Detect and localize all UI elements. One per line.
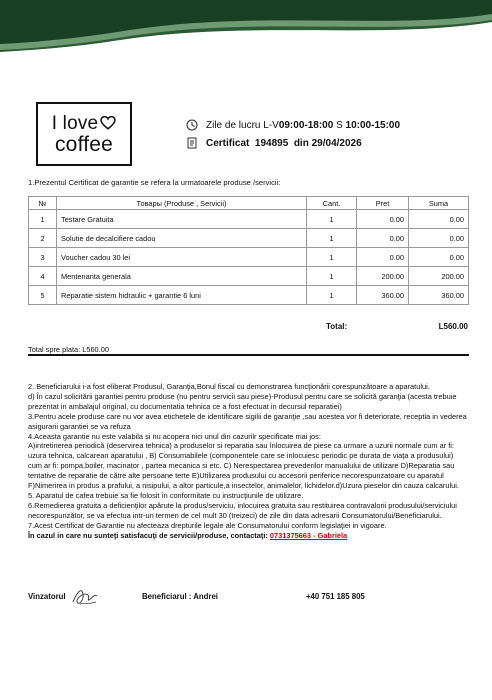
cell-price: 360.00 <box>357 286 409 305</box>
logo-text-line1: I love <box>51 112 99 134</box>
term-paragraph: d) În cazul solicitării garantiei pentru produse (nu pentru servicii sau piese)-Produsul pentru care se solicită garanţia (acesta trebuie prezentat in ambalajul original, cu documentatia tehnica ce a fost efectuat in decursul reparatiei) <box>28 391 457 411</box>
term-paragraph: A)intretinerea periodică (deservirea tehnica) a produselor si reparatia sau înlocuirea de piese ca urmare a uzurii normale cum ar fi: uzura tehnica, calcarean aparatului , B) Consumabilele (componentele care se inlocuiesc periodic pe durata de viaţa a produsului) cum ar fi: pompa,boiler, macinator , partea mecanica si etc. C) Nerespectarea prevederilor manualului de utilizare D)Reparatia sau tentative de reparatie de către alte persoane terte E)Utilizarea produsului cu accesorii periferice necorespunzatoare cu aparatul F)Nimerirea in produs a prafului, a nisipului, a altor particule,a insectelor, animalelor, lichidelor.d)Uzura pieselor din cauza calcarului. <box>28 441 459 491</box>
cell-number: 3 <box>29 248 57 267</box>
table-row <box>29 210 469 229</box>
cell-price: 0.00 <box>357 248 409 267</box>
cell-product: Solutie de decalcifiere cadou <box>57 229 307 248</box>
heart-icon <box>100 116 116 130</box>
beneficiary-label: Beneficiarul : Andrei <box>142 592 218 601</box>
cell-quantity: 1 <box>307 210 357 229</box>
certificate-row <box>186 134 400 152</box>
col-header-quantity: Cant. <box>307 197 357 210</box>
table-header-row <box>29 197 469 210</box>
cell-quantity: 1 <box>307 229 357 248</box>
term-paragraph: 6.Remedierea gratuita a deficienţilor apărute la produs/serviciu, inlocuirea gratuita sau restituirea contravalorii produsului/serviciului necorespunzător, se va efectua intr-un termen de cel mult 30 (treizeci) de zile din data adresarii Consumatorului/Beneficiarului. <box>28 500 457 520</box>
table-row <box>29 286 469 305</box>
header-info <box>186 116 400 152</box>
cell-sum: 0.00 <box>409 229 469 248</box>
col-header-sum: Suma <box>409 197 469 210</box>
total-label: Total: <box>326 322 348 331</box>
term-paragraph: 3.Pentru acele produse care nu vor avea etichetele de identificare sigilii de garanţie ,sau acestea vor fi deteriorate, receptia in vederea asigurarii garantiei se va refuza <box>28 411 467 431</box>
brand-logo <box>36 102 132 166</box>
hours-sat-label: S <box>333 119 346 131</box>
beneficiary-phone: +40 751 185 805 <box>306 592 365 601</box>
signature-row <box>28 592 469 606</box>
cell-product: Mentenanta generala <box>57 267 307 286</box>
col-header-number: № <box>29 197 57 210</box>
cell-product: Reparatie sistem hidraulic + garantie 6 luni <box>57 286 307 305</box>
term-paragraph: 4.Aceasta garantie nu este valabila și nu acopera nici unul din cazurilr specificate mai jos: <box>28 431 321 441</box>
header-wave-decoration <box>0 0 492 60</box>
term-paragraph: 2. Beneficiarului i-a fost eliberat Produsul, Garanţia,Bonul fiscal cu demonstrarea funcţionării corespunzătoare a aparatului. <box>28 382 430 391</box>
clock-icon <box>186 119 198 131</box>
cell-product: Voucher cadou 30 lei <box>57 248 307 267</box>
col-header-price: Pret <box>357 197 409 210</box>
payment-total: Total spre plata: L560.00 <box>28 345 109 354</box>
total-summary <box>326 322 468 331</box>
table-row <box>29 267 469 286</box>
logo-text-line2: coffee <box>54 132 114 156</box>
hours-saturday: 10:00-15:00 <box>345 119 401 131</box>
cell-product: Testare Gratuita <box>57 210 307 229</box>
contact-line <box>28 531 468 541</box>
cell-sum: 0.00 <box>409 210 469 229</box>
table-row <box>29 248 469 267</box>
seller-label: Vinzatorul <box>28 592 66 601</box>
cell-quantity: 1 <box>307 286 357 305</box>
cell-quantity: 1 <box>307 248 357 267</box>
intro-text: 1.Prezentul Certificat de garantie se refera la urmatoarele produse /servicii: <box>28 178 281 187</box>
cell-sum: 200.00 <box>409 267 469 286</box>
hours-label: Zile de lucru L-V <box>206 119 279 131</box>
contact-text: În cazul in care nu sunteţi satisfacuţi de servicii/produse, contactaţi: <box>28 530 270 540</box>
cell-price: 0.00 <box>357 210 409 229</box>
working-hours <box>186 116 400 134</box>
term-paragraph: 7.Acest Certificat de Garantie nu afecteaza drepturile legale ale Consumatorului conform legislaţiei in vigoare. <box>28 520 387 530</box>
table-row <box>29 229 469 248</box>
term-paragraph: 5. Aparatul de cafea trebuie sa fie folosit în conformitate cu instrucţiunile de utilizare. <box>28 490 304 500</box>
cell-number: 5 <box>29 286 57 305</box>
hours-weekday: 09:00-18:00 <box>278 119 334 131</box>
cell-price: 0.00 <box>357 229 409 248</box>
cell-number: 2 <box>29 229 57 248</box>
total-value: L560.00 <box>438 322 468 331</box>
products-table <box>28 196 469 305</box>
divider <box>28 354 469 356</box>
cell-quantity: 1 <box>307 267 357 286</box>
cell-sum: 0.00 <box>409 248 469 267</box>
document-icon <box>186 137 198 149</box>
cell-sum: 360.00 <box>409 286 469 305</box>
cell-price: 200.00 <box>357 267 409 286</box>
warranty-terms <box>28 382 468 541</box>
contact-phone-link[interactable]: 0731375663 - Gabriela <box>269 530 348 540</box>
cell-number: 4 <box>29 267 57 286</box>
cell-number: 1 <box>29 210 57 229</box>
col-header-product: Товары (Produse , Servicii) <box>57 197 307 210</box>
certificate-number: Certificat 194895 din 29/04/2026 <box>206 137 362 149</box>
